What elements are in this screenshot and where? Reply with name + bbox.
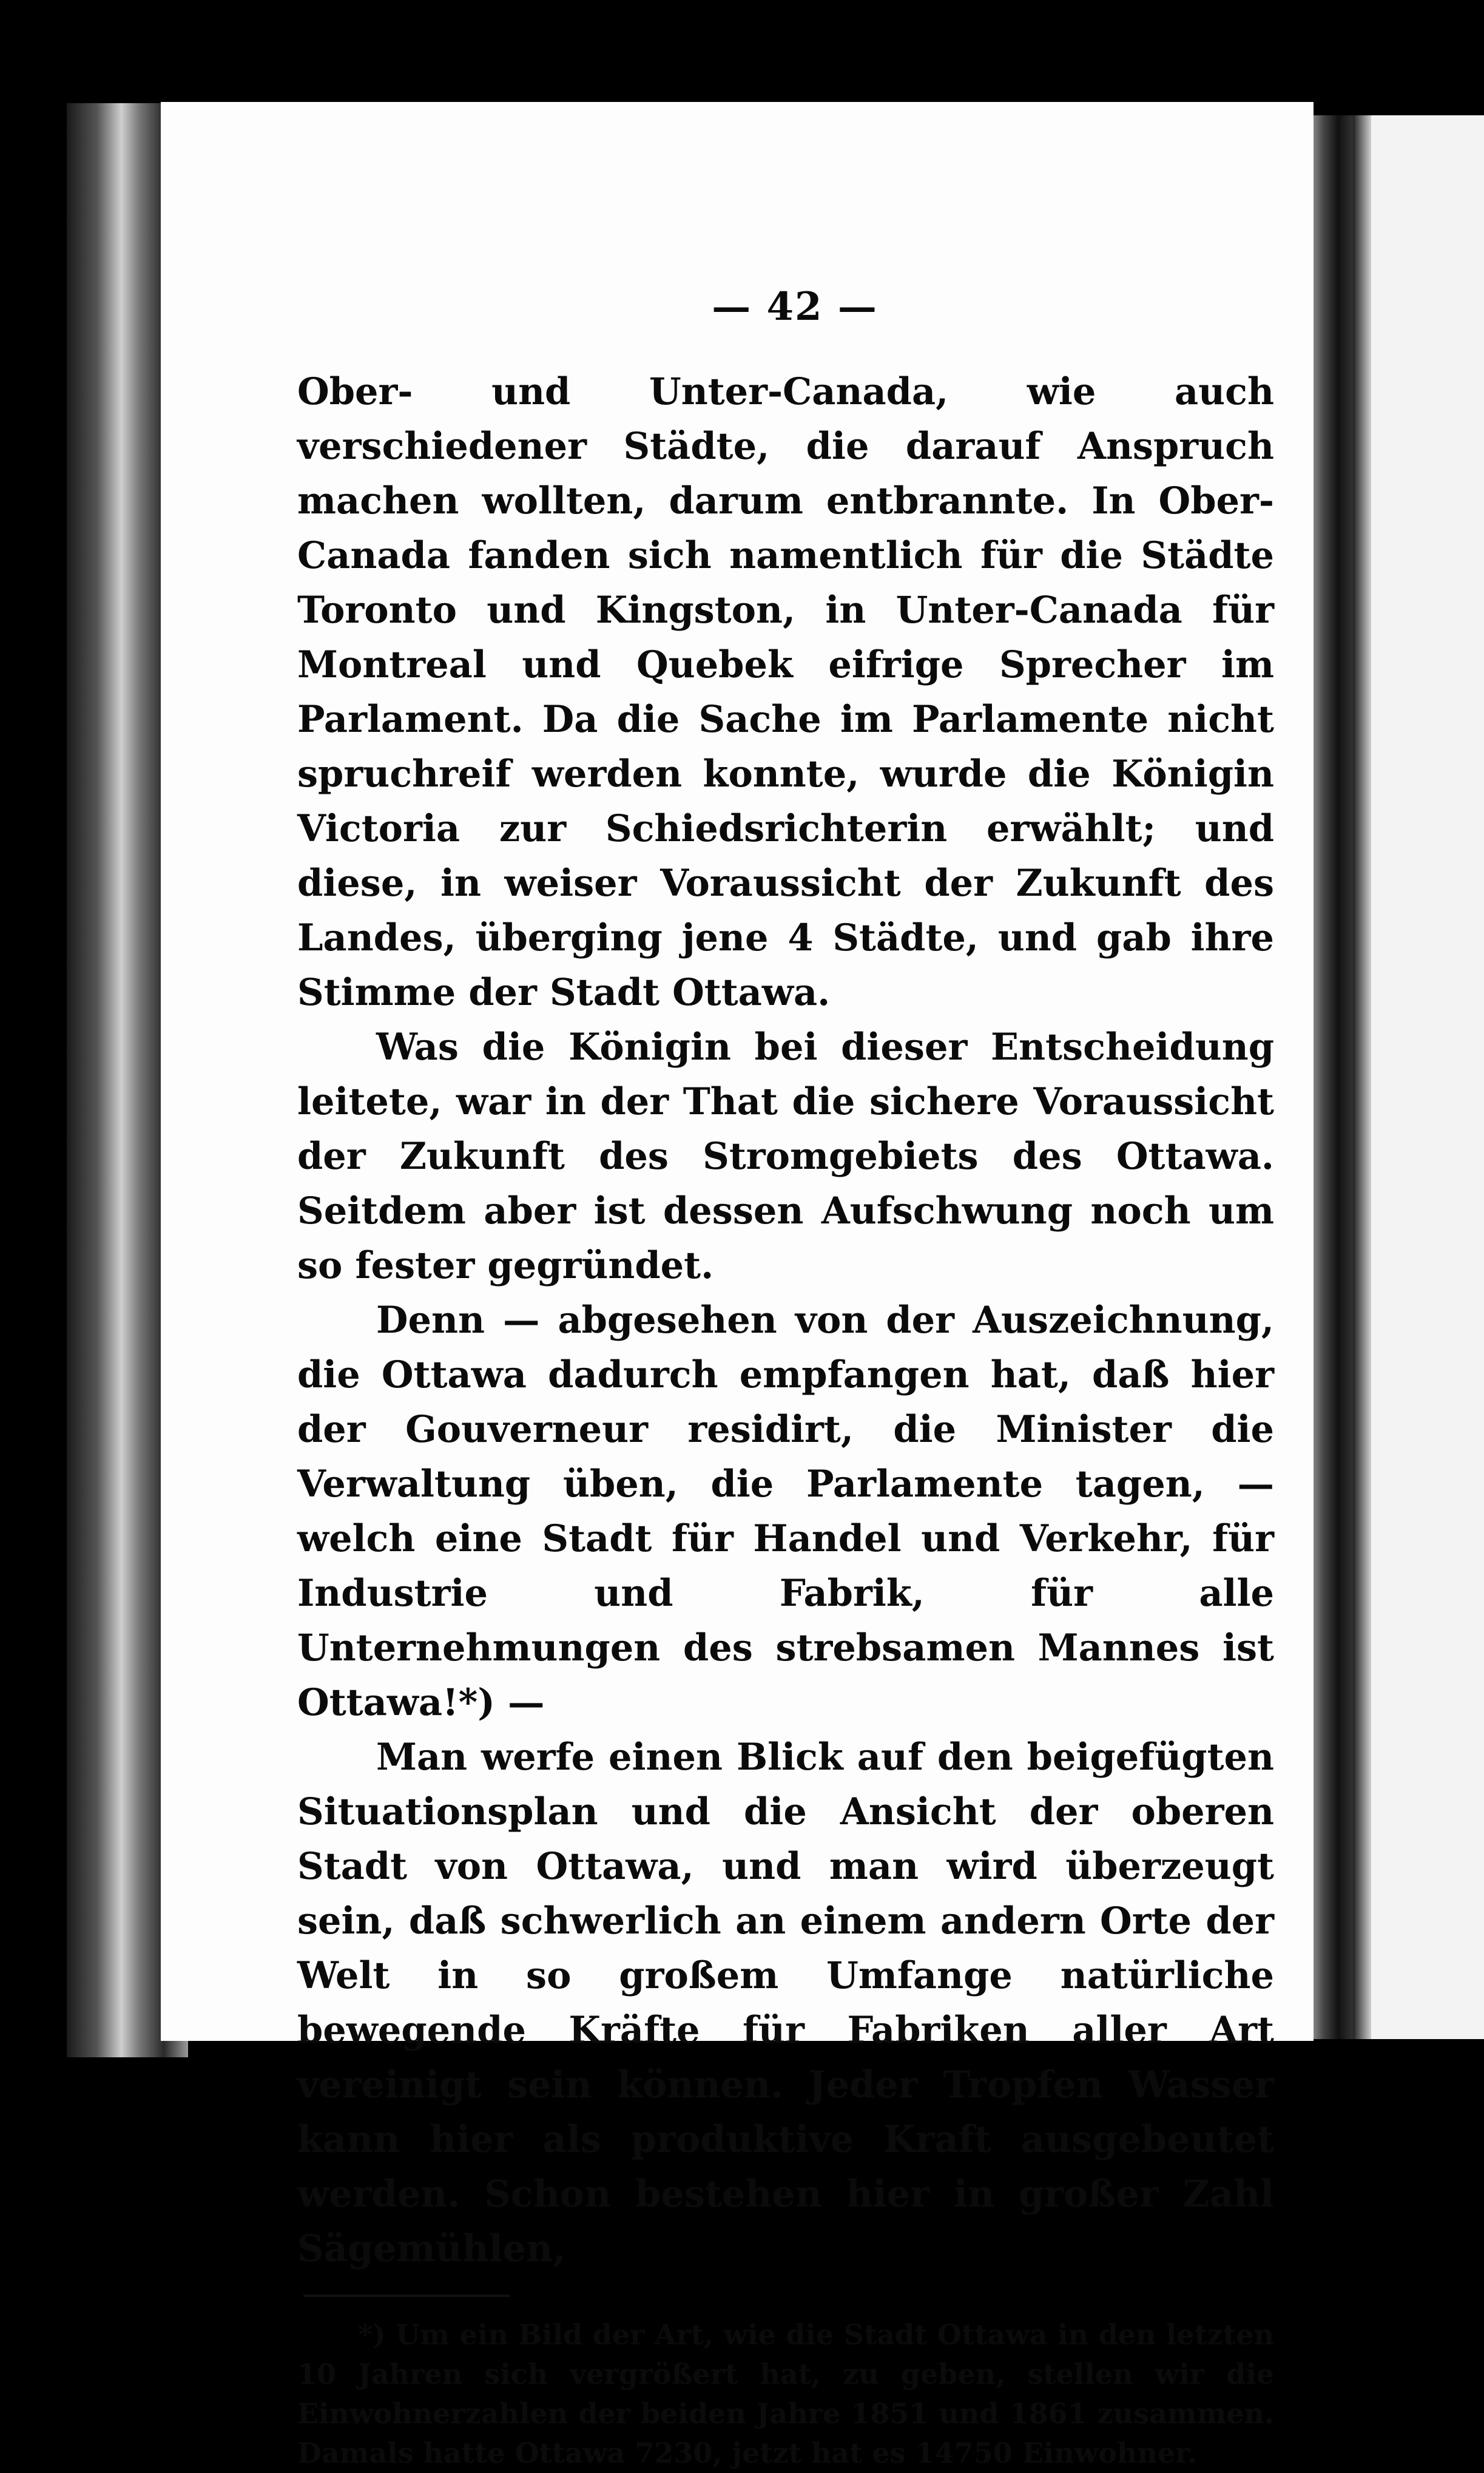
paragraph-1: Ober- und Unter-Canada, wie auch verschiedener Städte, die darauf Anspruch machen wollten, darum entbrannte. In Ober-Canada fanden sich namentlich für die Städte Toronto und Kingston, in Unter-Canada für Montreal und Quebek eifrige Sprecher im Parlament. Da die Sache im Parlamente nicht spruchreif werden konnte, wurde die Königin Victoria zur Schiedsrichterin erwählt; und diese, in weiser Voraussicht der Zukunft des Landes, überging jene 4 Städte, und gab ihre Stimme der Stadt Ottawa. — [297, 370, 1274, 1014]
page-number: — 42 — — [712, 284, 878, 330]
footnote — [297, 2315, 1274, 2473]
next-page-shadow — [1353, 115, 1371, 2039]
paragraph-3: Denn — abgesehen von der Auszeichnung, die Ottawa dadurch empfangen hat, daß hier der Gouverneur residirt, die Minister die Verwaltung üben, die Parlamente tagen, — welch eine Stadt für Handel und Verkehr, für Industrie und Fabrik, für alle Unternehmungen des strebsamen Mannes ist Ottawa!*) — — [297, 1299, 1274, 1724]
book-page — [161, 102, 1314, 2469]
page-content — [297, 284, 1274, 2473]
footnote-divider — [303, 2295, 510, 2297]
footnote-text: *) Um ein Bild der Art, wie die Stadt Ottawa in den letzten 10 Jahren sich vergrößert hat, zu geben, stellen wir die Einwohnerzahlen der beiden Jahre 1851 und 1861 zusammen. Damals hatte Ottawa 7230, jetzt hat es 14750 Einwohner. — [297, 2318, 1274, 2469]
body-text — [297, 365, 1274, 2276]
paragraph-2: Was die Königin bei dieser Entscheidung leitete, war in der That die sichere Voraussicht der Zukunft des Stromgebiets des Ottawa. Seitdem aber ist dessen Aufschwung noch um so fester gegründet. — [297, 1026, 1274, 1287]
paragraph-4: Man werfe einen Blick auf den beigefügten Situationsplan und die Ansicht der oberen Stadt von Ottawa, und man wird überzeugt sein, daß schwerlich an einem andern Orte der Welt in so großem Umfange natürliche bewegende Kräfte für Fabriken aller Art vereinigt sein können. Jeder Tropfen Wasser kann hier als produktive Kraft ausgebeutet werden. Schon bestehen hier in großer Zahl Sägemühlen, — [297, 1736, 1274, 2270]
